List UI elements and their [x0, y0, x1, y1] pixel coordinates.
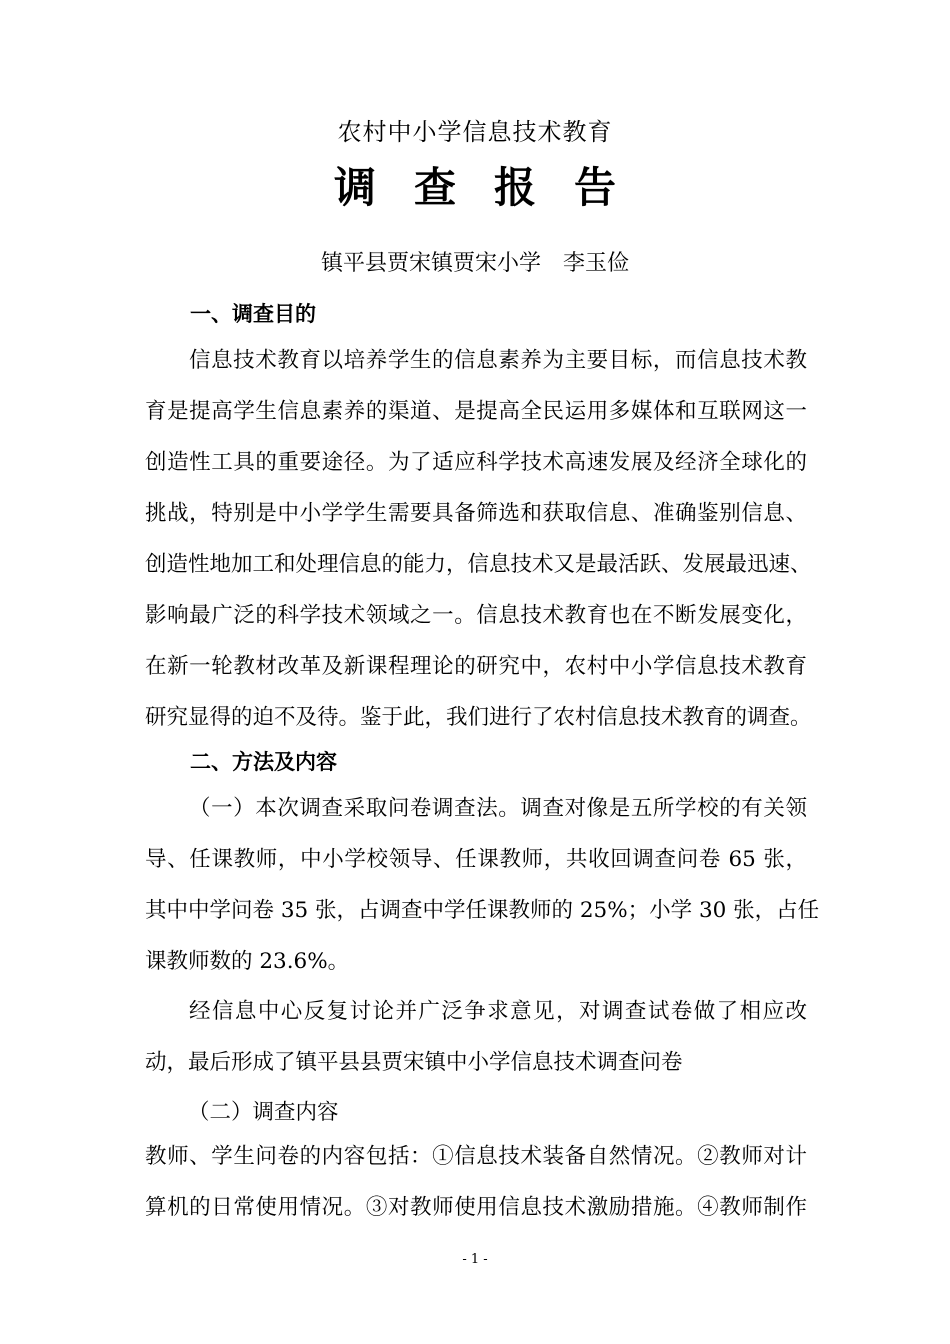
text-line: 创造性工具的重要途径。为了适应科学技术高速发展及经济全球化的 [145, 450, 807, 475]
text-line: 挑战，特别是中小学学生需要具备筛选和获取信息、准确鉴别信息、 [145, 501, 807, 526]
section-heading-purpose: 一、调查目的 [190, 302, 316, 326]
author-line: 镇平县贾宋镇贾宋小学 李玉俭 [320, 251, 629, 276]
text-line: 研究显得的迫不及待。鉴于此，我们进行了农村信息技术教育的调查。 [145, 705, 812, 730]
text-line: 课教师数的 23.6%。 [145, 949, 350, 974]
text-line: 影响最广泛的科学技术领域之一。信息技术教育也在不断发展变化， [145, 603, 807, 628]
text-line: 动，最后形成了镇平县县贾宋镇中小学信息技术调查问卷 [145, 1050, 683, 1075]
text-line: 教师、学生问卷的内容包括：①信息技术装备自然情况。②教师对计 [145, 1144, 807, 1169]
document-title: 调查报告 [333, 163, 654, 212]
text-line: 创造性地加工和处理信息的能力，信息技术又是最活跃、发展最迅速、 [145, 552, 812, 577]
page-number: - 1 - [462, 1252, 488, 1267]
text-line: 导、任课教师，中小学校领导、任课教师，共收回调查问卷 65 张， [145, 847, 807, 872]
section-heading-method: 二、方法及内容 [190, 750, 337, 774]
text-line: （一）本次调查采取问卷调查法。调查对像是五所学校的有关领 [189, 796, 807, 821]
text-line: 信息技术教育以培养学生的信息素养为主要目标，而信息技术教 [189, 348, 807, 373]
text-line: 育是提高学生信息素养的渠道、是提高全民运用多媒体和互联网这一 [145, 399, 807, 424]
paragraph-method [145, 783, 820, 987]
text-line: 经信息中心反复讨论并广泛争求意见，对调查试卷做了相应改 [189, 999, 807, 1024]
text-line: 其中中学问卷 35 张，占调查中学任课教师的 25%；小学 30 张，占任 [145, 898, 820, 923]
text-line: 在新一轮教材改革及新课程理论的研究中，农村中小学信息技术教育 [145, 654, 807, 679]
text-line: 算机的日常使用情况。③对教师使用信息技术激励措施。④教师制作 [145, 1195, 807, 1220]
paragraph-content [145, 1131, 807, 1233]
paragraph-revision [145, 986, 807, 1088]
paragraph-purpose [145, 335, 812, 743]
document-subtitle: 农村中小学信息技术教育 [337, 118, 613, 146]
sub-heading-content: （二）调查内容 [188, 1100, 339, 1125]
